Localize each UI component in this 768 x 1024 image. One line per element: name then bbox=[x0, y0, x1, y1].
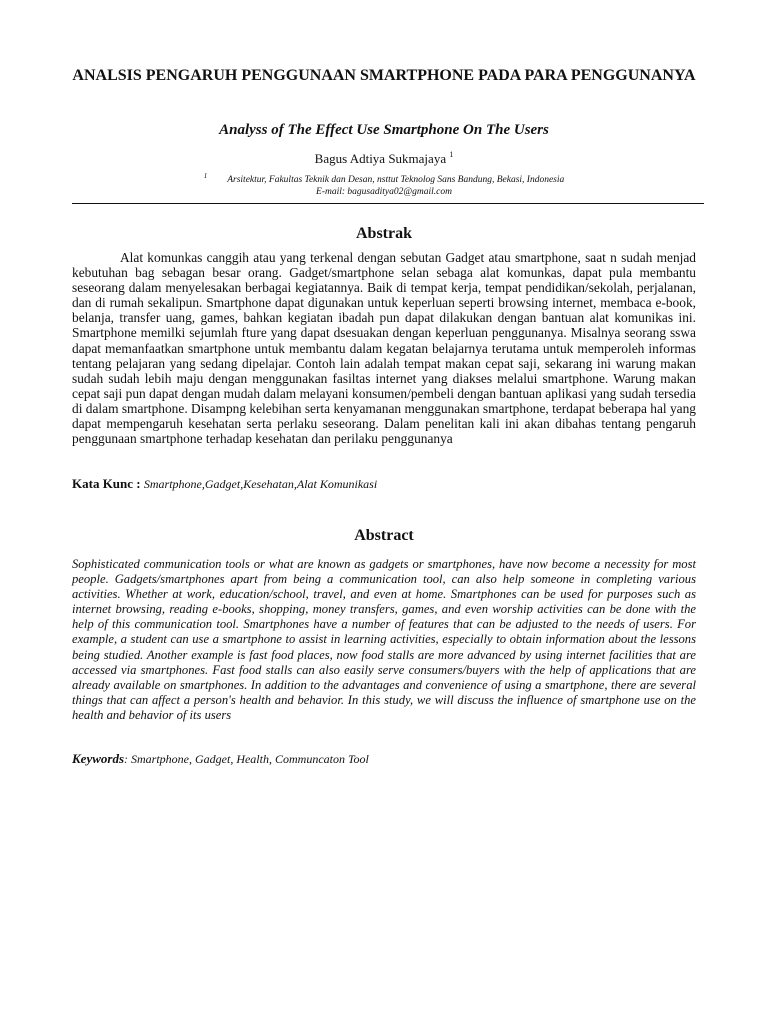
kata-kunci-values: Smartphone,Gadget,Kesehatan,Alat Komunikasi bbox=[143, 477, 378, 491]
author-name: Bagus Adtiya Sukmajaya bbox=[314, 151, 447, 166]
author-email: E-mail: bagusaditya02@gmail.com bbox=[316, 187, 452, 197]
abstrak-text: Alat komunkas canggih atau yang terkenal dengan sebutan Gadget atau smartphone, saat n sudah menjad kebutuhan bag sebagan besar orang. Gadget/smartphone selan sebaga alat komunkas, dapat pula membantu seseorang dalam menyelesakan berbagai kegiatannya. Baik di tempat kerja, tempat pendidikan/sekolah, perjalanan, dan di rumah sekalipun. Smartphone dapat digunakan untuk keperluan seperti browsing internet, membaca e-book, belanja, transfer uang, games, bahkan kegiatan ibadah pun dapat dilakukan dengan bantuan alat komunikas ini. Smartphone memilki sejumlah fture yang dapat dsesuakan dengan keperluan penggunanya. Misalnya seorang sswa dapat memanfaatkan smartphone untuk membantu dalam kegatan belajarnya terutama untuk memperoleh informas tentang pelajaran yang sedang dipelajar. Contoh lain adalah tempat makan cepat saji, sekarang ini warung makan sudah sudah lebih maju dengan menggunakan fasiltas internet yang diakses melalui smartphone. Warung makan cepat saji pun dapat dengan mudah dalam melayani konsumen/pembeli dengan bantuan aplikasi yang sudah tersedia di dalam smartphone. Disampng kelebihan serta kenyamanan menggunakan smartphone, terdapat beberapa hal yang dapat mempengaruh kesehatan serta perlaku seseorang. Dalam penelitan kali ini akan dibahas tentang pengaruh penggunaan smartphone terhadap kesehatan dan perilaku penggunanya bbox=[72, 250, 696, 447]
author-superscript: 1 bbox=[449, 150, 454, 159]
abstrak-heading: Abstrak bbox=[355, 225, 412, 242]
affiliation-marker: 1 bbox=[203, 172, 208, 180]
keywords-values: : Smartphone, Gadget, Health, Communcaton Tool bbox=[124, 752, 369, 766]
abstract-text: Sophisticated communication tools or what are known as gadgets or smartphones, have now become a necessity for most people. Gadgets/smartphones apart from being a communication tool, can also help someone in completing various activities. Whether at work, education/school, travel, and even at home. Smartphones can be used for purposes such as internet browsing, reading e-books, shopping, money transfers, games, and even worship activities can be done with the help of this communication tool. Smartphones have a number of features that can be adjusted to the needs of users. For example, a student can use a smartphone to assist in learning activities, especially to obtain information about the lessons being studied. Another example is fast food places, now food stalls are more advanced by using internet facilities that are accessed via smartphones. Fast food stalls can also easily serve consumers/buyers with the help of applications that are already available on smartphones. In addition to the advantages and convenience of using a smartphone, there are several things that can affect a person's health and behavior. In this study, we will discuss the influence of smartphone use on the health and behavior of its users bbox=[72, 557, 696, 722]
kata-kunci-label: Kata Kunc : bbox=[72, 476, 141, 491]
keywords-line bbox=[72, 751, 696, 767]
header-divider bbox=[72, 203, 704, 204]
abstract-heading: Abstract bbox=[354, 527, 414, 544]
paper-title: ANALSIS PENGARUH PENGGUNAAN SMARTPHONE PADA PARA PENGGUNANYA bbox=[72, 67, 696, 84]
keywords-label: Keywords bbox=[72, 751, 124, 766]
affiliation-line bbox=[72, 170, 696, 186]
abstrak-paragraph bbox=[72, 250, 696, 446]
affiliation-block bbox=[72, 170, 696, 198]
kata-kunci-line bbox=[72, 476, 696, 492]
affiliation-text: Arsitektur, Fakultas Teknik dan Desan, nsttut Teknolog Sans Bandung, Bekasi, Indonesia bbox=[227, 175, 565, 185]
author-line bbox=[72, 146, 696, 168]
paper-subtitle: Analyss of The Effect Use Smartphone On The Users bbox=[219, 122, 549, 138]
